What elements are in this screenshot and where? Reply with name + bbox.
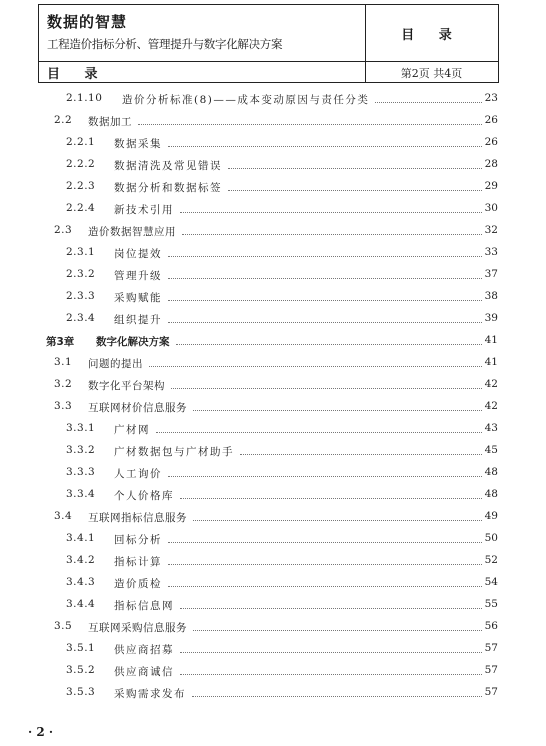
toc-entry bbox=[0, 331, 546, 353]
toc-leader-dots bbox=[193, 630, 482, 631]
toc-entry-page: 56 bbox=[484, 620, 498, 632]
toc-leader-dots bbox=[193, 520, 482, 521]
toc-entry-title: 造价质检 bbox=[114, 578, 162, 590]
toc-entry bbox=[0, 683, 546, 705]
toc-entry-number: 第3章 bbox=[46, 336, 75, 348]
toc-leader-dots bbox=[168, 256, 482, 257]
toc-entry-number: 3.3.3 bbox=[66, 466, 96, 478]
toc-entry bbox=[0, 309, 546, 331]
toc-entry-page: 32 bbox=[484, 224, 498, 236]
toc-leader-dots bbox=[168, 586, 482, 587]
toc-entry-number: 3.5 bbox=[54, 620, 73, 632]
section-heading-right: 目 录 bbox=[401, 27, 462, 43]
toc-leader-dots bbox=[176, 344, 482, 345]
toc-entry-title: 互联网材价信息服务 bbox=[88, 402, 187, 414]
toc-entry-page: 48 bbox=[484, 466, 498, 478]
toc-leader-dots bbox=[192, 696, 482, 697]
toc-entry-page: 52 bbox=[484, 554, 498, 566]
toc-leader-dots bbox=[168, 476, 482, 477]
toc-entry bbox=[0, 243, 546, 265]
toc-entry bbox=[0, 441, 546, 463]
toc-entry-title: 个人价格库 bbox=[114, 490, 174, 502]
toc-entry-page: 37 bbox=[484, 268, 498, 280]
toc-entry bbox=[0, 375, 546, 397]
toc-entry-page: 30 bbox=[484, 202, 498, 214]
toc-entry-title: 互联网指标信息服务 bbox=[88, 512, 187, 524]
toc-leader-dots bbox=[180, 674, 482, 675]
toc-entry-page: 42 bbox=[484, 400, 498, 412]
toc-leader-dots bbox=[180, 608, 482, 609]
toc-entry bbox=[0, 573, 546, 595]
toc-entry bbox=[0, 287, 546, 309]
toc-leader-dots bbox=[180, 212, 482, 213]
toc-entry-page: 33 bbox=[484, 246, 498, 258]
toc-entry-page: 54 bbox=[484, 576, 498, 588]
toc-entry-number: 2.3.3 bbox=[66, 290, 96, 302]
toc-leader-dots bbox=[156, 432, 482, 433]
toc-entry-title: 广材网 bbox=[114, 424, 150, 436]
header-frame bbox=[38, 4, 499, 83]
toc-entry bbox=[0, 265, 546, 287]
toc-leader-dots bbox=[375, 102, 482, 103]
toc-entry-title: 组织提升 bbox=[114, 314, 162, 326]
toc-leader-dots bbox=[168, 300, 482, 301]
toc-leader-dots bbox=[228, 190, 482, 191]
toc-entry-title: 数据分析和数据标签 bbox=[114, 182, 222, 194]
toc-entry-number: 3.3.2 bbox=[66, 444, 96, 456]
toc-entry bbox=[0, 617, 546, 639]
toc-entry-number: 2.2.2 bbox=[66, 158, 96, 170]
toc-entry bbox=[0, 89, 546, 111]
toc-entry bbox=[0, 419, 546, 441]
toc-entry-title: 供应商诚信 bbox=[114, 666, 174, 678]
toc-entry-number: 2.2.3 bbox=[66, 180, 96, 192]
toc-leader-dots bbox=[228, 168, 482, 169]
toc-entry-page: 57 bbox=[484, 664, 498, 676]
toc-entry-title: 采购赋能 bbox=[114, 292, 162, 304]
book-title: 数据的智慧 bbox=[47, 13, 128, 31]
toc-entry-number: 2.3.1 bbox=[66, 246, 96, 258]
toc-leader-dots bbox=[182, 234, 482, 235]
toc-entry-number: 2.1.10 bbox=[66, 92, 103, 104]
toc-leader-dots bbox=[168, 146, 482, 147]
toc-entry bbox=[0, 111, 546, 133]
section-heading-left: 目 录 bbox=[47, 67, 108, 82]
toc-entry-number: 3.4.4 bbox=[66, 598, 96, 610]
toc-entry bbox=[0, 595, 546, 617]
toc-entry-number: 2.3 bbox=[54, 224, 73, 236]
toc-entry-number: 2.2.4 bbox=[66, 202, 96, 214]
toc-entry-title: 互联网采购信息服务 bbox=[88, 622, 187, 634]
toc-entry-title: 指标信息网 bbox=[114, 600, 174, 612]
toc-entry-page: 49 bbox=[484, 510, 498, 522]
toc-entry-title: 数据加工 bbox=[88, 116, 132, 128]
toc-leader-dots bbox=[168, 322, 482, 323]
toc-entry-title: 人工询价 bbox=[114, 468, 162, 480]
toc-entry-title: 采购需求发布 bbox=[114, 688, 186, 700]
toc-entry bbox=[0, 397, 546, 419]
toc-entry-title: 管理升级 bbox=[114, 270, 162, 282]
toc-entry-title: 数字化平台架构 bbox=[88, 380, 165, 392]
toc-entry-page: 26 bbox=[484, 114, 498, 126]
toc-entry-title: 数据采集 bbox=[114, 138, 162, 150]
toc-entry-title: 广材数据包与广材助手 bbox=[114, 446, 234, 458]
toc-entry-number: 3.5.3 bbox=[66, 686, 96, 698]
toc-entry-number: 3.3.1 bbox=[66, 422, 96, 434]
toc-leader-dots bbox=[168, 564, 482, 565]
toc-entry-page: 57 bbox=[484, 686, 498, 698]
toc-entry bbox=[0, 353, 546, 375]
toc-entry bbox=[0, 639, 546, 661]
toc-leader-dots bbox=[171, 388, 482, 389]
toc-leader-dots bbox=[193, 410, 482, 411]
toc-entry-number: 3.1 bbox=[54, 356, 73, 368]
toc-entry-page: 29 bbox=[484, 180, 498, 192]
toc-entry-page: 26 bbox=[484, 136, 498, 148]
toc-entry-page: 38 bbox=[484, 290, 498, 302]
toc-leader-dots bbox=[180, 652, 482, 653]
toc-entry bbox=[0, 133, 546, 155]
toc-entry bbox=[0, 463, 546, 485]
toc-entry-number: 2.2.1 bbox=[66, 136, 96, 148]
toc-entry-page: 50 bbox=[484, 532, 498, 544]
toc-entry-number: 3.4.3 bbox=[66, 576, 96, 588]
table-of-contents bbox=[0, 89, 546, 705]
toc-entry bbox=[0, 661, 546, 683]
toc-entry-title: 数字化解决方案 bbox=[96, 336, 170, 348]
toc-entry-page: 55 bbox=[484, 598, 498, 610]
toc-entry-title: 回标分析 bbox=[114, 534, 162, 546]
toc-entry-number: 3.2 bbox=[54, 378, 73, 390]
toc-entry-number: 2.2 bbox=[54, 114, 73, 126]
toc-entry-number: 3.3.4 bbox=[66, 488, 96, 500]
toc-entry-title: 造价分析标准(8)——成本变动原因与责任分类 bbox=[122, 94, 370, 106]
toc-entry-page: 48 bbox=[484, 488, 498, 500]
toc-entry-title: 造价数据智慧应用 bbox=[88, 226, 176, 238]
toc-leader-dots bbox=[180, 498, 482, 499]
toc-entry-title: 指标计算 bbox=[114, 556, 162, 568]
toc-entry-page: 41 bbox=[484, 334, 498, 346]
toc-leader-dots bbox=[168, 542, 482, 543]
toc-entry-page: 45 bbox=[484, 444, 498, 456]
toc-leader-dots bbox=[240, 454, 482, 455]
toc-entry-page: 28 bbox=[484, 158, 498, 170]
toc-entry bbox=[0, 221, 546, 243]
toc-entry-title: 新技术引用 bbox=[114, 204, 174, 216]
toc-entry-number: 3.4 bbox=[54, 510, 73, 522]
page-info: 第2页 共4页 bbox=[400, 67, 463, 80]
toc-entry-title: 问题的提出 bbox=[88, 358, 143, 370]
toc-entry bbox=[0, 177, 546, 199]
toc-entry-number: 2.3.4 bbox=[66, 312, 96, 324]
toc-entry-title: 数据清洗及常见错误 bbox=[114, 160, 222, 172]
toc-entry-page: 42 bbox=[484, 378, 498, 390]
toc-entry bbox=[0, 529, 546, 551]
toc-entry-number: 3.4.2 bbox=[66, 554, 96, 566]
header-divider-horizontal bbox=[39, 61, 498, 62]
toc-leader-dots bbox=[138, 124, 482, 125]
toc-entry-page: 57 bbox=[484, 642, 498, 654]
toc-entry-page: 43 bbox=[484, 422, 498, 434]
toc-entry-number: 3.5.2 bbox=[66, 664, 96, 676]
toc-leader-dots bbox=[168, 278, 482, 279]
toc-entry-number: 3.3 bbox=[54, 400, 73, 412]
toc-entry bbox=[0, 155, 546, 177]
toc-entry bbox=[0, 199, 546, 221]
toc-entry-title: 岗位提效 bbox=[114, 248, 162, 260]
toc-entry bbox=[0, 507, 546, 529]
toc-entry-page: 23 bbox=[484, 92, 498, 104]
toc-entry-title: 供应商招募 bbox=[114, 644, 174, 656]
page-number: · 2 · bbox=[28, 725, 54, 739]
toc-leader-dots bbox=[149, 366, 482, 367]
toc-entry-number: 2.3.2 bbox=[66, 268, 96, 280]
toc-entry-number: 3.4.1 bbox=[66, 532, 96, 544]
toc-entry-page: 39 bbox=[484, 312, 498, 324]
toc-entry-page: 41 bbox=[484, 356, 498, 368]
toc-entry-number: 3.5.1 bbox=[66, 642, 96, 654]
book-subtitle: 工程造价指标分析、管理提升与数字化解决方案 bbox=[47, 37, 283, 51]
toc-entry bbox=[0, 485, 546, 507]
toc-entry bbox=[0, 551, 546, 573]
